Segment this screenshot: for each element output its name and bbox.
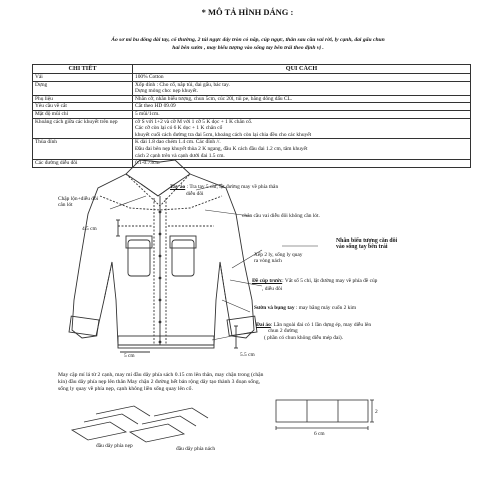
row-spec-line: 0.1-0.73cm [135,160,160,167]
callout-dai-ao [256,322,371,341]
callout-de-cup-head: Đề cúp trước [252,278,283,284]
row-spec-line: Nhãn cỡ, nhãn biểu tượng, chun 5cm, cúc 20l, túi pe, băng dông dấu CL. [135,95,293,102]
row-spec-line: cách 2 cạnh trên và cạnh dưới đai 1.5 cm. [135,152,225,159]
row-label: Phụ liệu [33,95,133,103]
callout-chap-lon [58,196,98,209]
callout-de-cup-sub: , diễu đôi [262,286,283,292]
row-label: Vải [33,74,133,82]
pleat-diagram [72,406,208,442]
right-pocket-flap [170,236,196,248]
subtitle-line-1: Áo sơ mi bu dông dài tay, cổ thường, 2 túi ngực đáy tròn có nắp, cúp ngực, thân sau cầu vai rời, ly cạnh, đai gấu chun [111,37,385,43]
callout-xep-ly-line1: Xếp 2 ly, sống ly quay [254,252,303,258]
col-header-detail: CHI TIẾT [33,65,133,74]
callout-xep-ly [254,252,302,265]
dimension-6cm: 6 cm [314,431,325,437]
dimension-4-5cm: 4.5 cm [82,226,97,232]
callout-nhan-bieu-tuong [336,238,397,251]
row-label: Các đường diễu đôi [33,160,133,168]
dimension-2: 2 [375,409,378,415]
collar-shape [126,160,190,196]
callout-dai-ao-line3: ( phần có chun không diễu mép đai). [264,334,344,341]
row-spec-line: Đầu đai bên nẹp khuyết thùa 2 K ngang, đầu K cách đầu đai 1.2 cm, tâm khuyết [135,145,308,152]
row-label: Khoảng cách giữa các khuyết trên nẹp [33,118,133,139]
callout-chap-lon-line2: cân lót [58,202,73,209]
callout-dai-ao-line2: chun 2 đường [268,328,298,335]
left-pocket [128,240,150,276]
col-header-spec: QUI CÁCH [133,65,471,74]
row-spec-line: 100% Cotton [135,74,164,80]
row-label: Mật độ mũi chỉ [33,110,133,118]
callout-chan-cau-vai: chân cầu vai diễu đôi không cần lót. [242,213,320,219]
dimension-5-5cm: 5.5 cm [240,352,255,358]
callout-tay-ao-head: Tay áo [170,184,186,190]
callout-tay-ao-text: : Tra tay 5 chỉ, lật đường may về phía thân [185,184,279,190]
paragraph-line1: May cặp mí lá từ 2 cạnh, may mí đầu dây phía sách 0.15 cm lên thân, may chặn trong (chặn [58,372,264,378]
row-spec-line: cỡ S với 1+2 và cỡ M với 1 cỡ 5 K dọc + 1 K chân cổ. [135,118,253,125]
callout-chap-lon-line1: Chặp lộn+diễu đôi [58,196,99,202]
callout-xep-ly-line2: ra vòng nách [254,258,282,265]
row-spec-line: Cắt theo HD 09.09 [135,103,176,110]
left-pocket-flap [126,236,152,248]
row-label: Dựng [33,81,133,95]
callout-suon-bung-head: Sườn và bụng tay [254,305,295,311]
page-title: * MÔ TẢ HÌNH DÁNG : [201,7,294,17]
paragraph-line3: sống ly quay về phía nẹp, cạnh không liền sống quay lên cổ. [58,386,193,393]
dimension-5cm: 5 cm [124,353,135,359]
shirt-body-outline [72,174,254,345]
callout-de-cup-truoc [252,278,377,284]
row-spec-line: khuyết cuối cách đường tra đai 5cm, khoảng cách còn lại chia đều cho các khuyết [135,131,312,138]
row-label: Thùa đính [33,139,133,160]
callout-de-cup-text: : Vắt sổ 5 chỉ, lật đường may về phía đề cúp [282,278,378,284]
callout-nhan-line2: vào sống tay bên trái [336,244,388,251]
callout-tay-ao-sub: diễu đôi [186,191,204,197]
callout-suon-bung-text: : may bằng máy cuốn 2 kim [294,305,357,311]
callout-dai-ao-head: Đai áo [256,322,271,328]
label-dau-day-nach: đầu dây phía nách [176,446,216,452]
row-spec-line: K dài 1.8 dao chém 1.4 cm. Các đính //. [135,139,221,146]
right-pocket [172,240,194,276]
left-cuff [69,316,99,336]
paragraph-line2: kín) đầu dây phía nẹp lên thân May chặn 2 đường hết bản rộng dây tạo thành 3 đoạn sống, [58,379,261,386]
row-spec-line: 5 mũi/1cm. [135,110,160,117]
callout-nhan-line1: Nhãn biểu tượng căn đôi [336,238,398,244]
subtitle-line-2: hai bên sườn , may biểu tượng vào sống tay bên trái theo định vị . [172,45,324,51]
tab-diagram [276,400,374,430]
row-spec-line: Các cỡ còn lại có 6 K dọc + 1 K chân cổ [135,125,223,132]
callout-tay-ao [170,184,278,190]
row-label: Yêu cầu về cắt [33,103,133,111]
sewing-paragraph [58,372,478,394]
label-dau-day-nep: đầu dây phía nẹp [96,443,133,449]
row-spec-line: Xốp dính : Cho cổ, nắp túi, đai gấu, bác tay. [135,81,230,88]
callout-suon-bung [254,305,356,311]
row-spec-line: Dựng mỏng cho: nẹp khuyết. [135,88,198,95]
callout-dai-ao-line1: : Lần ngoài đai có 1 lần dựng ép, may diễu lên [270,322,372,328]
